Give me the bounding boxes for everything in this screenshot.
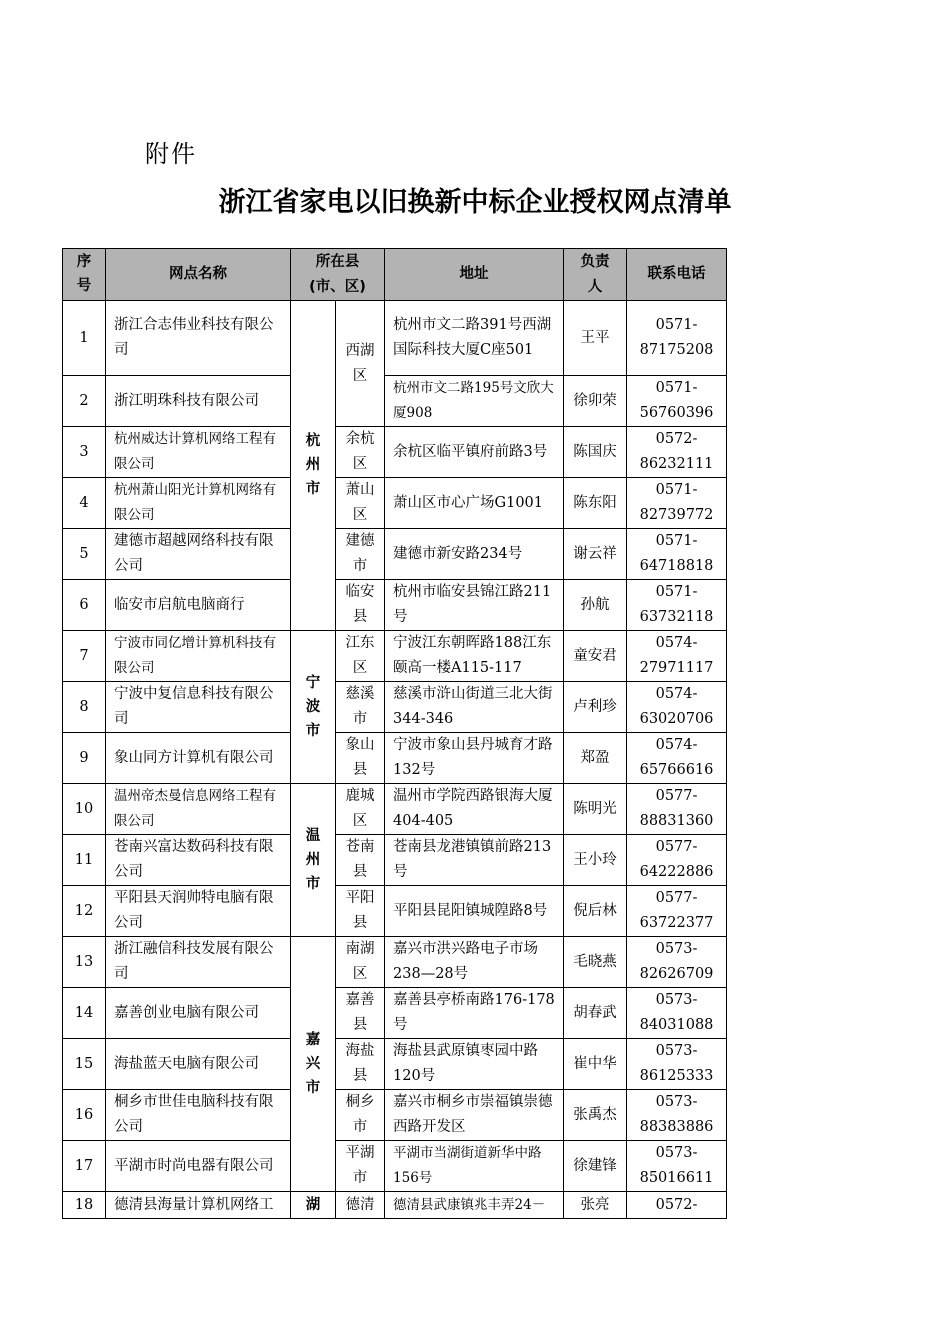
phone-cell: 0573-85016611 — [627, 1141, 727, 1192]
contact-cell: 徐建锋 — [564, 1141, 627, 1192]
outlet-name: 象山同方计算机有限公司 — [106, 733, 291, 784]
contact-cell: 倪后林 — [564, 886, 627, 937]
contact-cell: 卢利珍 — [564, 682, 627, 733]
phone-cell: 0577-64222886 — [627, 835, 727, 886]
city-cell-hangzhou: 杭州市 — [291, 301, 336, 631]
phone-cell: 0574-65766616 — [627, 733, 727, 784]
col-header-no: 序号 — [63, 249, 106, 301]
table-row — [63, 427, 727, 478]
col-header-name: 网点名称 — [106, 249, 291, 301]
address-cell: 宁波江东朝晖路188江东颐高一楼A115-117 — [385, 631, 564, 682]
table-row — [63, 580, 727, 631]
outlet-name: 临安市启航电脑商行 — [106, 580, 291, 631]
table-row — [63, 376, 727, 427]
county-cell: 南湖区 — [336, 937, 385, 988]
phone-cell: 0577-63722377 — [627, 886, 727, 937]
outlet-name: 杭州威达计算机网络工程有限公司 — [106, 427, 291, 478]
row-no: 13 — [63, 937, 106, 988]
contact-cell: 谢云祥 — [564, 529, 627, 580]
col-header-phone: 联系电话 — [627, 249, 727, 301]
row-no: 7 — [63, 631, 106, 682]
contact-cell: 徐卯荣 — [564, 376, 627, 427]
address-cell: 平阳县昆阳镇城隍路8号 — [385, 886, 564, 937]
county-cell: 平湖市 — [336, 1141, 385, 1192]
county-cell: 平阳县 — [336, 886, 385, 937]
table-row — [63, 1039, 727, 1090]
table-row — [63, 478, 727, 529]
table-row — [63, 682, 727, 733]
row-no: 12 — [63, 886, 106, 937]
city-cell-jiaxing: 嘉兴市 — [291, 937, 336, 1192]
outlet-name: 宁波市同亿增计算机科技有限公司 — [106, 631, 291, 682]
row-no: 6 — [63, 580, 106, 631]
table-row — [63, 301, 727, 376]
row-no: 2 — [63, 376, 106, 427]
contact-cell: 陈东阳 — [564, 478, 627, 529]
row-no: 15 — [63, 1039, 106, 1090]
table-row — [63, 886, 727, 937]
city-cell-huzhou: 湖 — [291, 1192, 336, 1219]
row-no: 3 — [63, 427, 106, 478]
table-row — [63, 733, 727, 784]
phone-cell: 0571-56760396 — [627, 376, 727, 427]
row-no: 18 — [63, 1192, 106, 1219]
phone-cell: 0571-82739772 — [627, 478, 727, 529]
address-cell: 德清县武康镇兆丰弄24－ — [385, 1192, 564, 1219]
contact-cell: 张亮 — [564, 1192, 627, 1219]
outlet-name: 平湖市时尚电器有限公司 — [106, 1141, 291, 1192]
table-row — [63, 835, 727, 886]
outlet-name: 浙江融信科技发展有限公司 — [106, 937, 291, 988]
county-cell: 鹿城区 — [336, 784, 385, 835]
contact-cell: 毛晓燕 — [564, 937, 627, 988]
address-cell: 温州市学院西路银海大厦404-405 — [385, 784, 564, 835]
county-cell: 德清 — [336, 1192, 385, 1219]
row-no: 16 — [63, 1090, 106, 1141]
table-row — [63, 937, 727, 988]
county-cell: 萧山区 — [336, 478, 385, 529]
phone-cell: 0572-86232111 — [627, 427, 727, 478]
outlet-name: 桐乡市世佳电脑科技有限公司 — [106, 1090, 291, 1141]
county-cell: 临安县 — [336, 580, 385, 631]
contact-cell: 王平 — [564, 301, 627, 376]
address-cell: 平湖市当湖街道新华中路156号 — [385, 1141, 564, 1192]
col-header-contact: 负责 人 — [564, 249, 627, 301]
contact-cell: 童安君 — [564, 631, 627, 682]
col-header-address: 地址 — [385, 249, 564, 301]
phone-cell: 0571-63732118 — [627, 580, 727, 631]
outlet-name: 海盐蓝天电脑有限公司 — [106, 1039, 291, 1090]
phone-cell: 0574-27971117 — [627, 631, 727, 682]
table-row — [63, 1192, 727, 1219]
city-cell-wenzhou: 温州市 — [291, 784, 336, 937]
phone-cell: 0577-88831360 — [627, 784, 727, 835]
county-cell: 嘉善县 — [336, 988, 385, 1039]
outlet-name: 建德市超越网络科技有限公司 — [106, 529, 291, 580]
address-cell: 宁波市象山县丹城育才路132号 — [385, 733, 564, 784]
phone-cell: 0571-64718818 — [627, 529, 727, 580]
outlet-name: 嘉善创业电脑有限公司 — [106, 988, 291, 1039]
outlet-name: 苍南兴富达数码科技有限公司 — [106, 835, 291, 886]
row-no: 10 — [63, 784, 106, 835]
table-row — [63, 529, 727, 580]
address-cell: 海盐县武原镇枣园中路120号 — [385, 1039, 564, 1090]
header-row — [63, 249, 727, 301]
row-no: 4 — [63, 478, 106, 529]
contact-cell: 崔中华 — [564, 1039, 627, 1090]
table-row — [63, 988, 727, 1039]
address-cell: 杭州市文二路391号西湖国际科技大厦C座501 — [385, 301, 564, 376]
row-no: 14 — [63, 988, 106, 1039]
county-cell: 苍南县 — [336, 835, 385, 886]
county-cell: 江东区 — [336, 631, 385, 682]
contact-cell: 张禹杰 — [564, 1090, 627, 1141]
row-no: 1 — [63, 301, 106, 376]
outlet-name: 温州帝杰曼信息网络工程有限公司 — [106, 784, 291, 835]
contact-cell: 胡春武 — [564, 988, 627, 1039]
address-cell: 建德市新安路234号 — [385, 529, 564, 580]
outlet-name: 宁波中复信息科技有限公司 — [106, 682, 291, 733]
row-no: 17 — [63, 1141, 106, 1192]
phone-cell: 0573-88383886 — [627, 1090, 727, 1141]
address-cell: 嘉兴市桐乡市崇福镇崇德西路开发区 — [385, 1090, 564, 1141]
contact-cell: 王小玲 — [564, 835, 627, 886]
contact-cell: 孙航 — [564, 580, 627, 631]
county-cell: 象山县 — [336, 733, 385, 784]
phone-cell: 0574-63020706 — [627, 682, 727, 733]
phone-cell: 0573-84031088 — [627, 988, 727, 1039]
contact-cell: 郑盈 — [564, 733, 627, 784]
contact-cell: 陈明光 — [564, 784, 627, 835]
phone-cell: 0572- — [627, 1192, 727, 1219]
outlet-name: 德清县海量计算机网络工 — [106, 1192, 291, 1219]
page-title: 浙江省家电以旧换新中标企业授权网点清单 — [218, 187, 732, 218]
outlet-name: 杭州萧山阳光计算机网络有限公司 — [106, 478, 291, 529]
phone-cell: 0573-82626709 — [627, 937, 727, 988]
row-no: 8 — [63, 682, 106, 733]
county-cell: 海盐县 — [336, 1039, 385, 1090]
county-cell: 建德市 — [336, 529, 385, 580]
city-cell-ningbo: 宁波市 — [291, 631, 336, 784]
row-no: 9 — [63, 733, 106, 784]
address-cell: 嘉兴市洪兴路电子市场238—28号 — [385, 937, 564, 988]
contact-cell: 陈国庆 — [564, 427, 627, 478]
address-cell: 杭州市临安县锦江路211号 — [385, 580, 564, 631]
county-cell: 桐乡市 — [336, 1090, 385, 1141]
outlet-name: 浙江合志伟业科技有限公司 — [106, 301, 291, 376]
row-no: 11 — [63, 835, 106, 886]
table-row — [63, 1090, 727, 1141]
county-cell: 西湖区 — [336, 301, 385, 427]
col-header-county: 所在县 (市、区) — [291, 249, 385, 301]
outlet-name: 平阳县天润帅特电脑有限公司 — [106, 886, 291, 937]
outlet-table — [62, 248, 727, 1219]
address-cell: 杭州市文二路195号文欣大厦908 — [385, 376, 564, 427]
address-cell: 慈溪市浒山街道三北大街344-346 — [385, 682, 564, 733]
county-cell: 余杭区 — [336, 427, 385, 478]
table-row — [63, 1141, 727, 1192]
address-cell: 萧山区市心广场G1001 — [385, 478, 564, 529]
address-cell: 嘉善县亭桥南路176-178号 — [385, 988, 564, 1039]
county-cell: 慈溪市 — [336, 682, 385, 733]
table-row — [63, 631, 727, 682]
table-row — [63, 784, 727, 835]
annex-label: 附件 — [145, 140, 197, 168]
phone-cell: 0573-86125333 — [627, 1039, 727, 1090]
row-no: 5 — [63, 529, 106, 580]
address-cell: 苍南县龙港镇镇前路213号 — [385, 835, 564, 886]
outlet-name: 浙江明珠科技有限公司 — [106, 376, 291, 427]
phone-cell: 0571-87175208 — [627, 301, 727, 376]
address-cell: 余杭区临平镇府前路3号 — [385, 427, 564, 478]
